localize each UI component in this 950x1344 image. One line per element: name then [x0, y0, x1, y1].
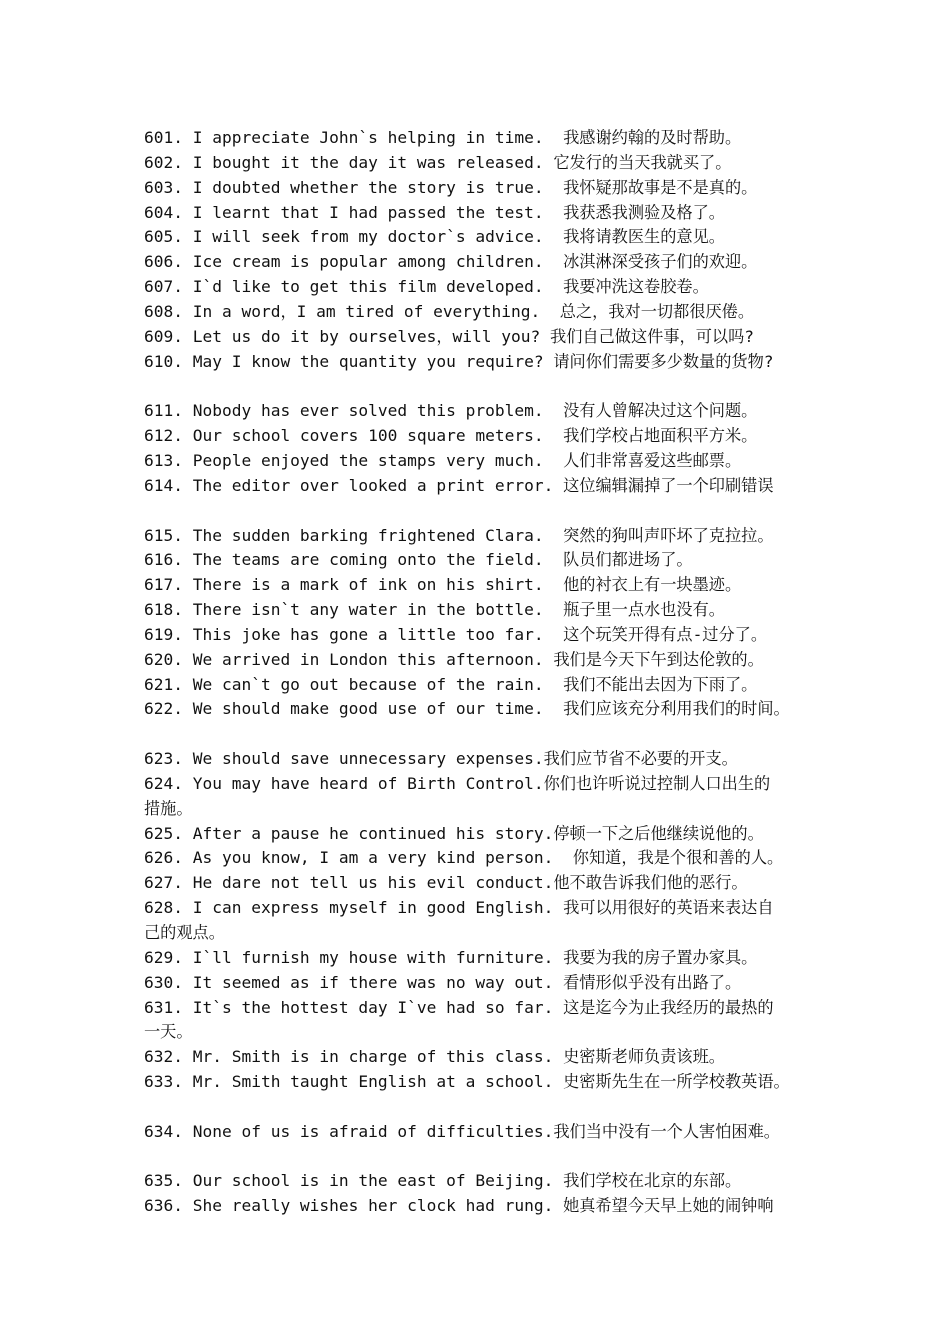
text-line: 612. Our school covers 100 square meters. 我们学校占地面积平方米。 [144, 426, 758, 446]
text-line: 一天。 [144, 1022, 193, 1042]
text-line: 627. He dare not tell us his evil conduct.他不敢告诉我们他的恶行。 [144, 873, 748, 893]
text-line: 601. I appreciate John`s helping in time. 我感谢约翰的及时帮助。 [144, 128, 742, 147]
text-line: 631. It`s the hottest day I`ve had so far. 这是迄今为止我经历的最热的 [144, 997, 774, 1017]
text-line: 619. This joke has gone a little too far. 这个玩笑开得有点-过分了。 [144, 624, 768, 644]
text-line: 606. Ice cream is popular among children. 冰淇淋深受孩子们的欢迎。 [144, 252, 758, 272]
text-line: 622. We should make good use of our time. 我们应该充分利用我们的时间。 [144, 699, 790, 719]
text-line: 616. The teams are coming onto the field. 队员们都进场了。 [144, 550, 693, 570]
text-line: 617. There is a mark of ink on his shirt. 他的衬衣上有一块墨迹。 [144, 575, 742, 595]
text-line: 607. I`d like to get this film developed. 我要冲洗这卷胶卷。 [144, 277, 709, 297]
text-line: 618. There isn`t any water in the bottle. 瓶子里一点水也没有。 [144, 600, 725, 620]
text-line: 614. The editor over looked a print error. 这位编辑漏掉了一个印刷错误 [144, 475, 774, 495]
text-line: 634. None of us is afraid of difficulties.我们当中没有一个人害怕困难。 [144, 1121, 780, 1141]
text-line: 624. You may have heard of Birth Control.你们也许听说过控制人口出生的 [144, 773, 771, 793]
text-line: 613. People enjoyed the stamps very much. 人们非常喜爱这些邮票。 [144, 450, 742, 470]
text-line: 己的观点。 [144, 923, 225, 942]
blank-line [144, 1145, 824, 1170]
text-line: 628. I can express myself in good English. 我可以用很好的英语来表达自 [144, 898, 774, 918]
text-line: 610. May I know the quantity you require? 请问你们需要多少数量的货物? [144, 351, 774, 371]
text-line: 615. The sudden barking frightened Clara. 突然的狗叫声吓坏了克拉拉。 [144, 525, 774, 545]
text-line: 621. We can`t go out because of the rain. 我们不能出去因为下雨了。 [144, 674, 758, 694]
text-line: 602. I bought it the day it was released. 它发行的当天我就买了。 [144, 152, 732, 172]
text-line: 措施。 [144, 798, 193, 818]
text-line: 620. We arrived in London this afternoon. 我们是今天下午到达伦敦的。 [144, 649, 764, 669]
text-line: 605. I will seek from my doctor`s advice. 我将请教医生的意见。 [144, 227, 725, 247]
blank-line [144, 1095, 824, 1120]
text-line: 604. I learnt that I had passed the test. 我获悉我测验及格了。 [144, 202, 725, 222]
text-line: 608. In a word，I am tired of everything. 总之，我对一切都很厌倦。 [144, 301, 755, 321]
text-line: 603. I doubted whether the story is true. 我怀疑那故事是不是真的。 [144, 177, 758, 197]
text-line: 633. Mr. Smith taught English at a school. 史密斯先生在一所学校教英语。 [144, 1072, 790, 1092]
document-page [144, 126, 824, 1219]
text-line: 632. Mr. Smith is in charge of this class. 史密斯老师负责该班。 [144, 1047, 725, 1067]
blank-line [144, 722, 824, 747]
text-line: 611. Nobody has ever solved this problem. 没有人曾解决过这个问题。 [144, 401, 758, 421]
blank-line [144, 374, 824, 399]
text-line: 635. Our school is in the east of Beijing. 我们学校在北京的东部。 [144, 1171, 742, 1191]
text-line: 629. I`ll furnish my house with furniture. 我要为我的房子置办家具。 [144, 947, 758, 967]
text-line: 636. She really wishes her clock had rung. 她真希望今天早上她的闹钟响 [144, 1196, 774, 1216]
blank-line [144, 499, 824, 524]
text-line: 609. Let us do it by ourselves，will you? 我们自己做这件事，可以吗? [144, 326, 755, 346]
text-line: 630. It seemed as if there was no way out. 看情形似乎没有出路了。 [144, 972, 742, 992]
text-line: 626. As you know, I am a very kind person. 你知道，我是个很和善的人。 [144, 848, 784, 868]
text-line: 623. We should save unnecessary expenses.我们应节省不必要的开支。 [144, 749, 738, 769]
text-line: 625. After a pause he continued his story.停顿一下之后他继续说他的。 [144, 823, 764, 843]
